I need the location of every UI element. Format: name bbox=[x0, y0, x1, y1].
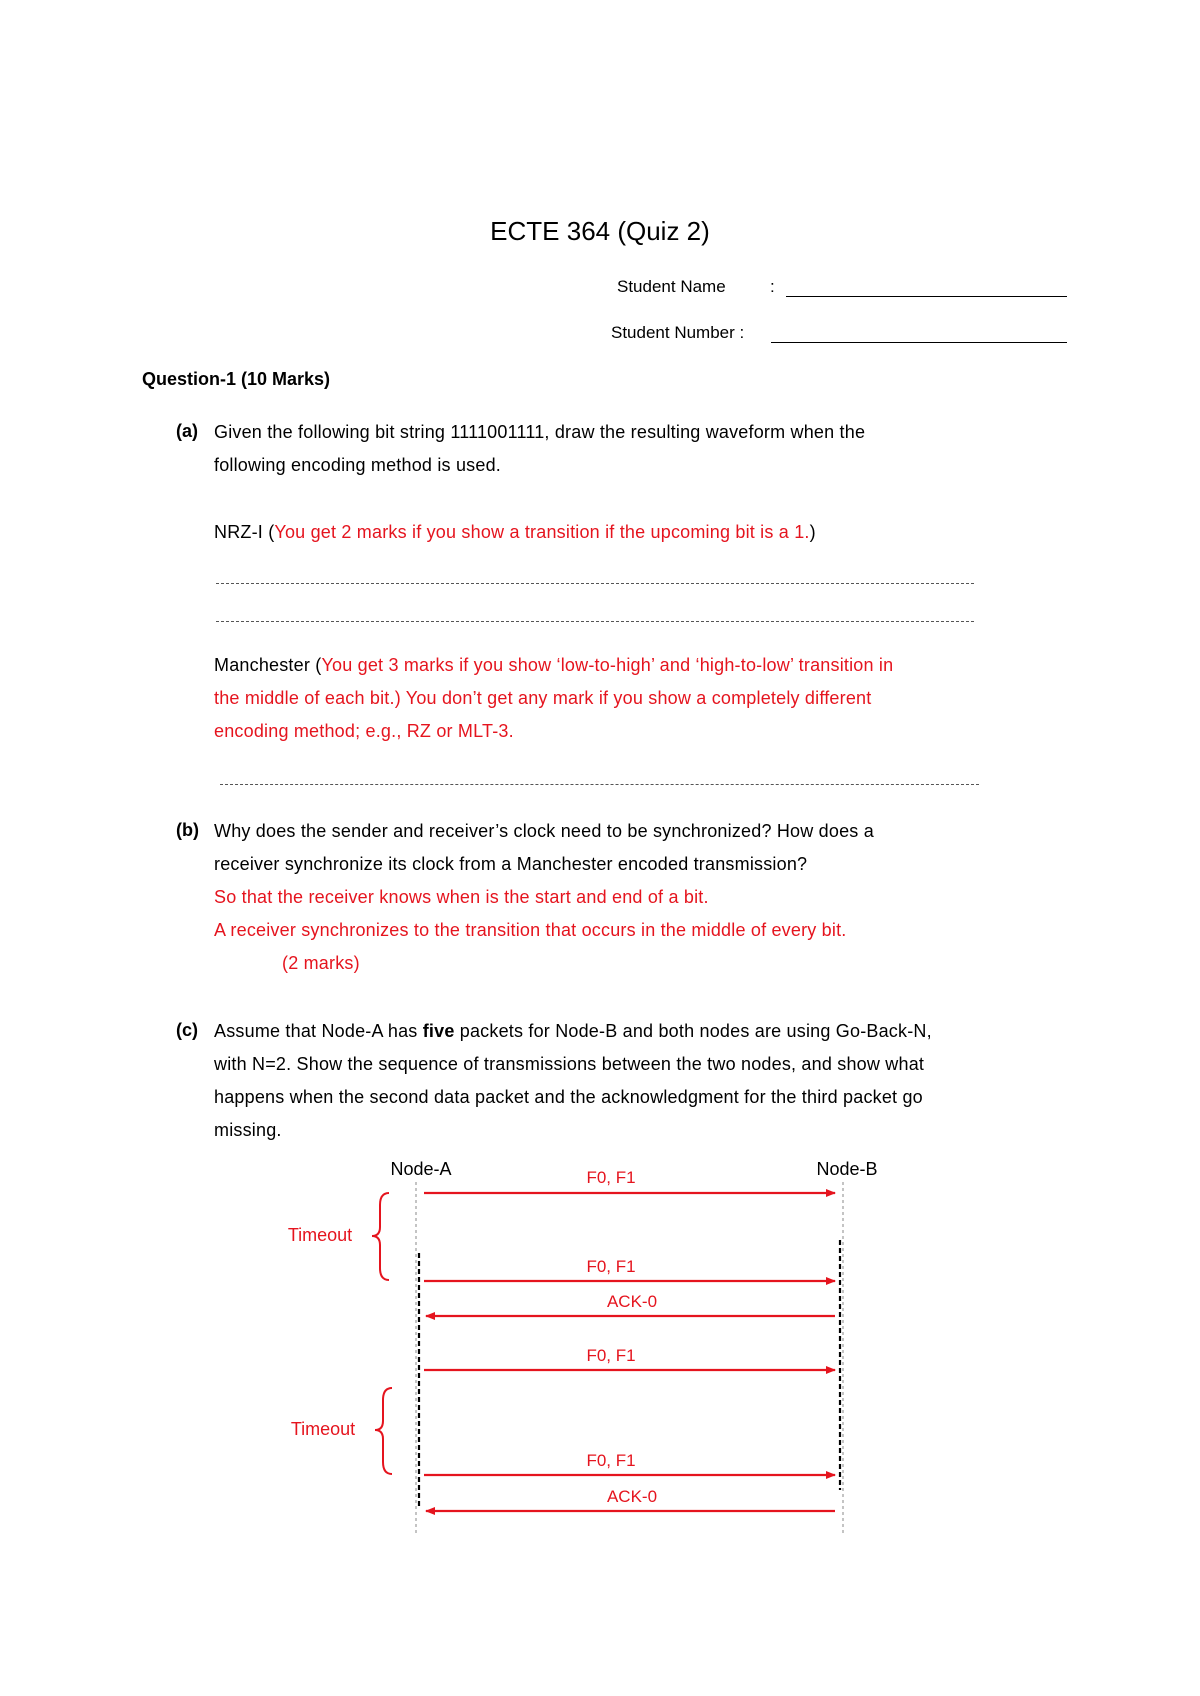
part-a-text-pre: Given the following bit string bbox=[214, 422, 451, 442]
part-c-marker: (c) bbox=[176, 1020, 198, 1040]
manchester-label: Manchester ( bbox=[214, 655, 322, 675]
message-label-3: ACK-0 bbox=[606, 1292, 658, 1311]
manchester-note-1: You get 3 marks if you show ‘low-to-high’ and ‘high-to-low’ transition in bbox=[321, 655, 894, 675]
message-label-6: ACK-0 bbox=[606, 1487, 658, 1506]
student-number-label: Student Number : bbox=[611, 323, 745, 342]
bit-string: 1111001111 bbox=[450, 422, 545, 442]
nrzi-close: ) bbox=[809, 522, 816, 542]
part-c-text-line4: missing. bbox=[214, 1120, 282, 1140]
part-b-answer-line2: A receiver synchronizes to the transition that occurs in the middle of every bit. bbox=[214, 920, 847, 940]
page-title: ECTE 364 (Quiz 2) bbox=[490, 216, 710, 246]
question-heading: Question-1 (10 Marks) bbox=[142, 369, 331, 389]
part-b-text-line2: receiver synchronize its clock from a Manchester encoded transmission? bbox=[214, 854, 808, 874]
part-c-text-post: packets for Node-B and both nodes are using Go-Back-N, bbox=[454, 1021, 932, 1041]
part-c-text-line3: happens when the second data packet and the acknowledgment for the third packet go bbox=[214, 1087, 923, 1107]
nrzi-note: You get 2 marks if you show a transition if the upcoming bit is a 1. bbox=[274, 522, 810, 542]
part-b-marks: (2 marks) bbox=[282, 953, 360, 973]
part-a-text-post: , draw the resulting waveform when the bbox=[544, 422, 866, 442]
message-label-1: F0, F1 bbox=[586, 1168, 636, 1187]
message-label-4: F0, F1 bbox=[586, 1346, 636, 1365]
part-a-text-line2: following encoding method is used. bbox=[214, 455, 501, 475]
part-b-marker: (b) bbox=[176, 820, 199, 840]
part-b-answer-line1: So that the receiver knows when is the start and end of a bit. bbox=[214, 887, 709, 907]
student-name-label: Student Name bbox=[617, 277, 726, 296]
node-a-label: Node-A bbox=[390, 1159, 452, 1179]
part-c-text-bold: five bbox=[422, 1021, 455, 1041]
message-label-5: F0, F1 bbox=[586, 1451, 636, 1470]
part-c-text-pre: Assume that Node-A has bbox=[214, 1021, 423, 1041]
part-c-text-line2: with N=2. Show the sequence of transmissions between the two nodes, and show what bbox=[214, 1054, 925, 1074]
timeout-label-2: Timeout bbox=[290, 1419, 356, 1439]
student-name-colon: : bbox=[770, 277, 775, 296]
manchester-note-2: the middle of each bit.) You don’t get any mark if you show a completely different bbox=[214, 688, 872, 708]
timeout-brace-1 bbox=[372, 1193, 389, 1280]
part-b-text-line1: Why does the sender and receiver’s clock need to be synchronized? How does a bbox=[214, 821, 874, 841]
timeout-brace-2 bbox=[375, 1388, 392, 1474]
node-b-label: Node-B bbox=[816, 1159, 878, 1179]
part-a-marker: (a) bbox=[176, 421, 198, 441]
nrzi-label: NRZ-I ( bbox=[214, 522, 275, 542]
message-label-2: F0, F1 bbox=[586, 1257, 636, 1276]
timeout-label-1: Timeout bbox=[287, 1225, 353, 1245]
manchester-note-3: encoding method; e.g., RZ or MLT-3. bbox=[214, 721, 514, 741]
